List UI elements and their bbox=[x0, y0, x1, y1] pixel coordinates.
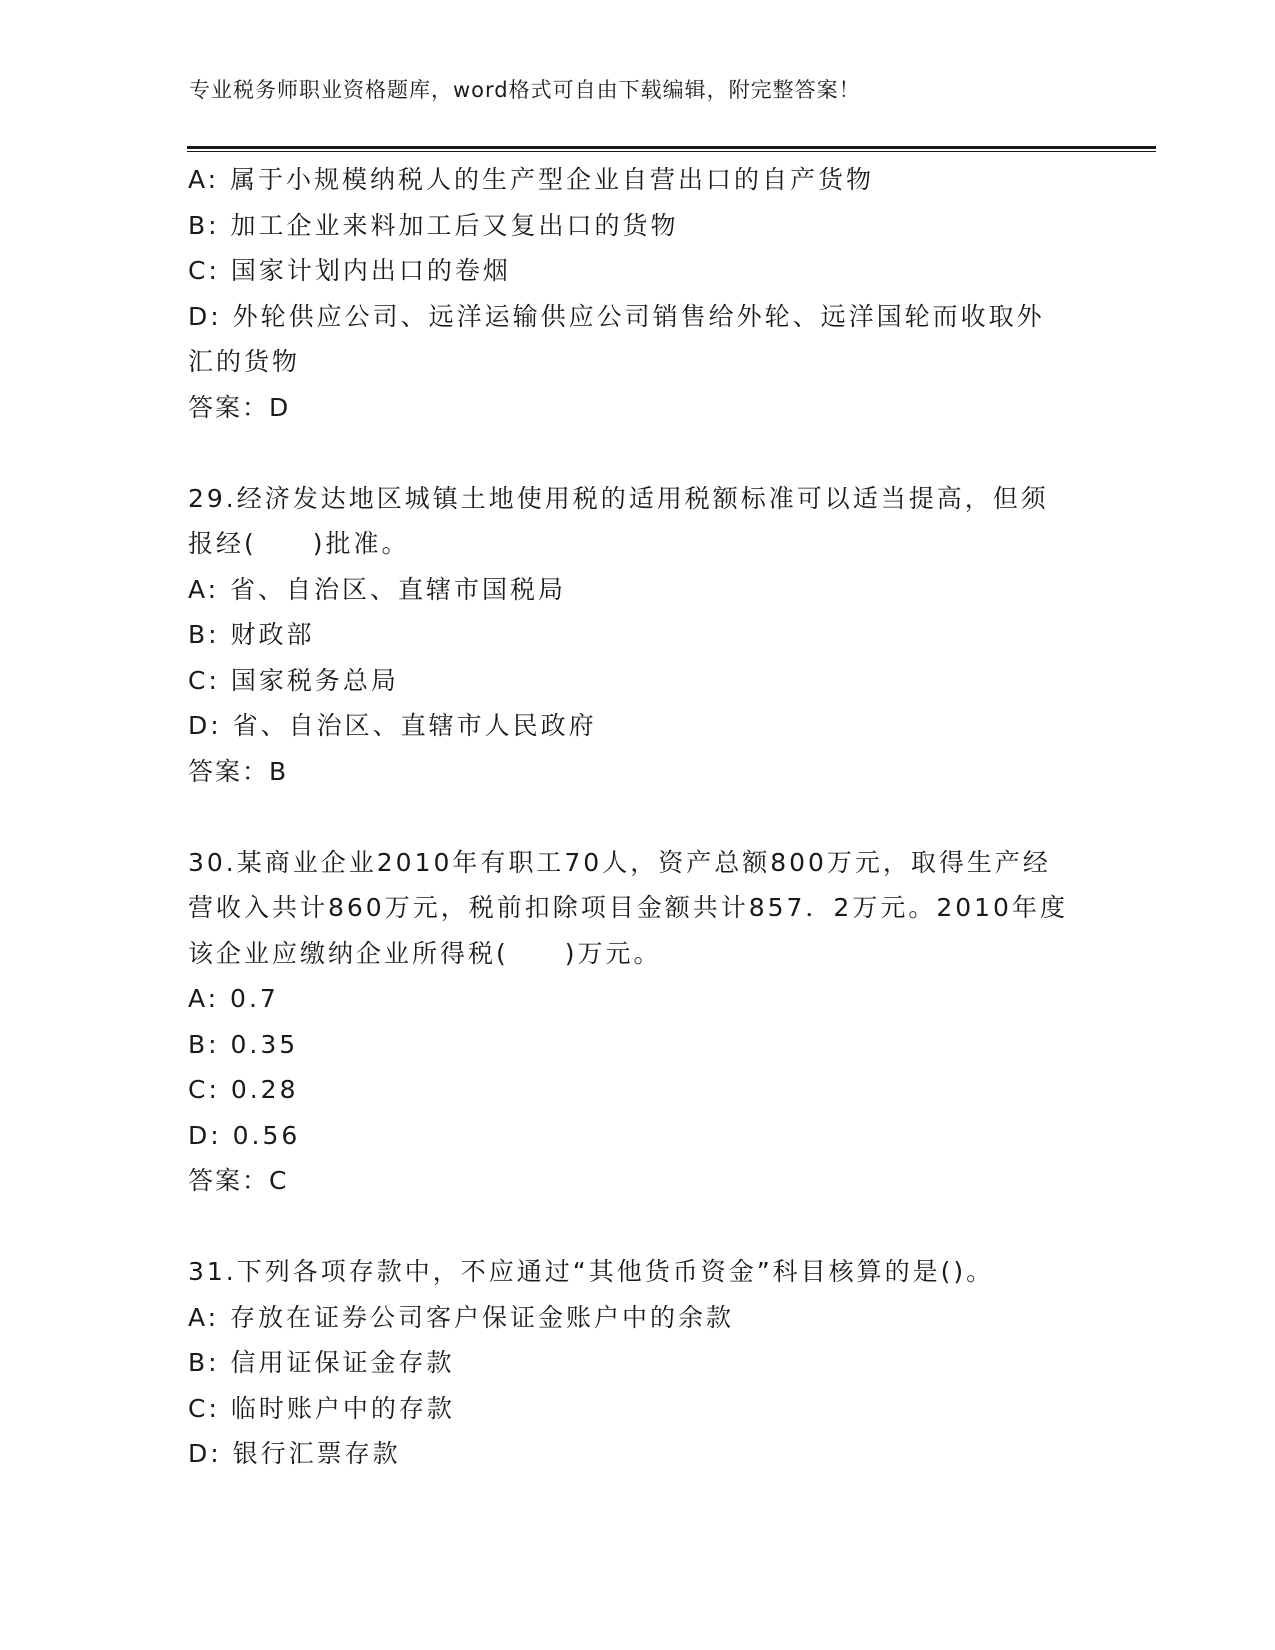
q28-option-b: B: 加工企业来料加工后又复出口的货物 bbox=[188, 210, 679, 240]
page-header: 专业税务师职业资格题库，word格式可自由下载编辑，附完整答案！ bbox=[189, 78, 861, 102]
q30-stem-line-2: 营收入共计860万元，税前扣除项目金额共计857．2万元。2010年度 bbox=[188, 893, 1068, 922]
question-content bbox=[188, 157, 1088, 1477]
q30-answer: 答案：C bbox=[188, 1166, 289, 1195]
q31-option-c: C: 临时账户中的存款 bbox=[188, 1393, 455, 1423]
q28-option-d-cont: 汇的货物 bbox=[188, 347, 301, 376]
q30-option-c: C: 0.28 bbox=[188, 1075, 299, 1104]
spacer bbox=[188, 794, 1088, 840]
q28-answer: 答案：D bbox=[188, 392, 291, 422]
q30-option-b: B: 0.35 bbox=[188, 1029, 299, 1059]
question-31-block bbox=[188, 1249, 1088, 1477]
question-30-block bbox=[188, 840, 1088, 1204]
q29-option-b: B: 财政部 bbox=[188, 620, 315, 649]
spacer bbox=[188, 1204, 1088, 1250]
q29-stem-line-2: 报经( )批准。 bbox=[188, 529, 410, 558]
q31-option-a: A: 存放在证券公司客户保证金账户中的余款 bbox=[188, 1302, 735, 1332]
q29-option-d: D: 省、自治区、直辖市人民政府 bbox=[188, 711, 597, 740]
q31-option-b: B: 信用证保证金存款 bbox=[188, 1348, 455, 1377]
question-28-block bbox=[188, 157, 1088, 430]
q31-option-d: D: 银行汇票存款 bbox=[188, 1439, 401, 1468]
q30-option-a: A: 0.7 bbox=[188, 984, 279, 1013]
header-rule-thick bbox=[187, 146, 1156, 149]
q28-option-a: A: 属于小规模纳税人的生产型企业自营出口的自产货物 bbox=[188, 165, 875, 194]
question-29-block bbox=[188, 476, 1088, 795]
q30-option-d: D: 0.56 bbox=[188, 1120, 301, 1150]
q29-stem-line-1: 29.经济发达地区城镇土地使用税的适用税额标准可以适当提高，但须 bbox=[188, 483, 1049, 513]
q28-option-d: D: 外轮供应公司、远洋运输供应公司销售给外轮、远洋国轮而收取外 bbox=[188, 301, 1045, 331]
q30-stem-line-3: 该企业应缴纳企业所得税( )万元。 bbox=[188, 938, 662, 968]
q30-stem-line-1: 30.某商业企业2010年有职工70人，资产总额800万元，取得生产经 bbox=[188, 847, 1051, 877]
q29-option-c: C: 国家税务总局 bbox=[188, 665, 399, 695]
q31-stem-line-1: 31.下列各项存款中，不应通过“其他货币资金”科目核算的是()。 bbox=[188, 1257, 995, 1286]
q28-option-c: C: 国家计划内出口的卷烟 bbox=[188, 256, 511, 285]
spacer bbox=[188, 430, 1088, 476]
header-rule-thin bbox=[187, 151, 1156, 152]
q29-answer: 答案：B bbox=[188, 756, 289, 786]
q29-option-a: A: 省、自治区、直辖市国税局 bbox=[188, 574, 567, 604]
